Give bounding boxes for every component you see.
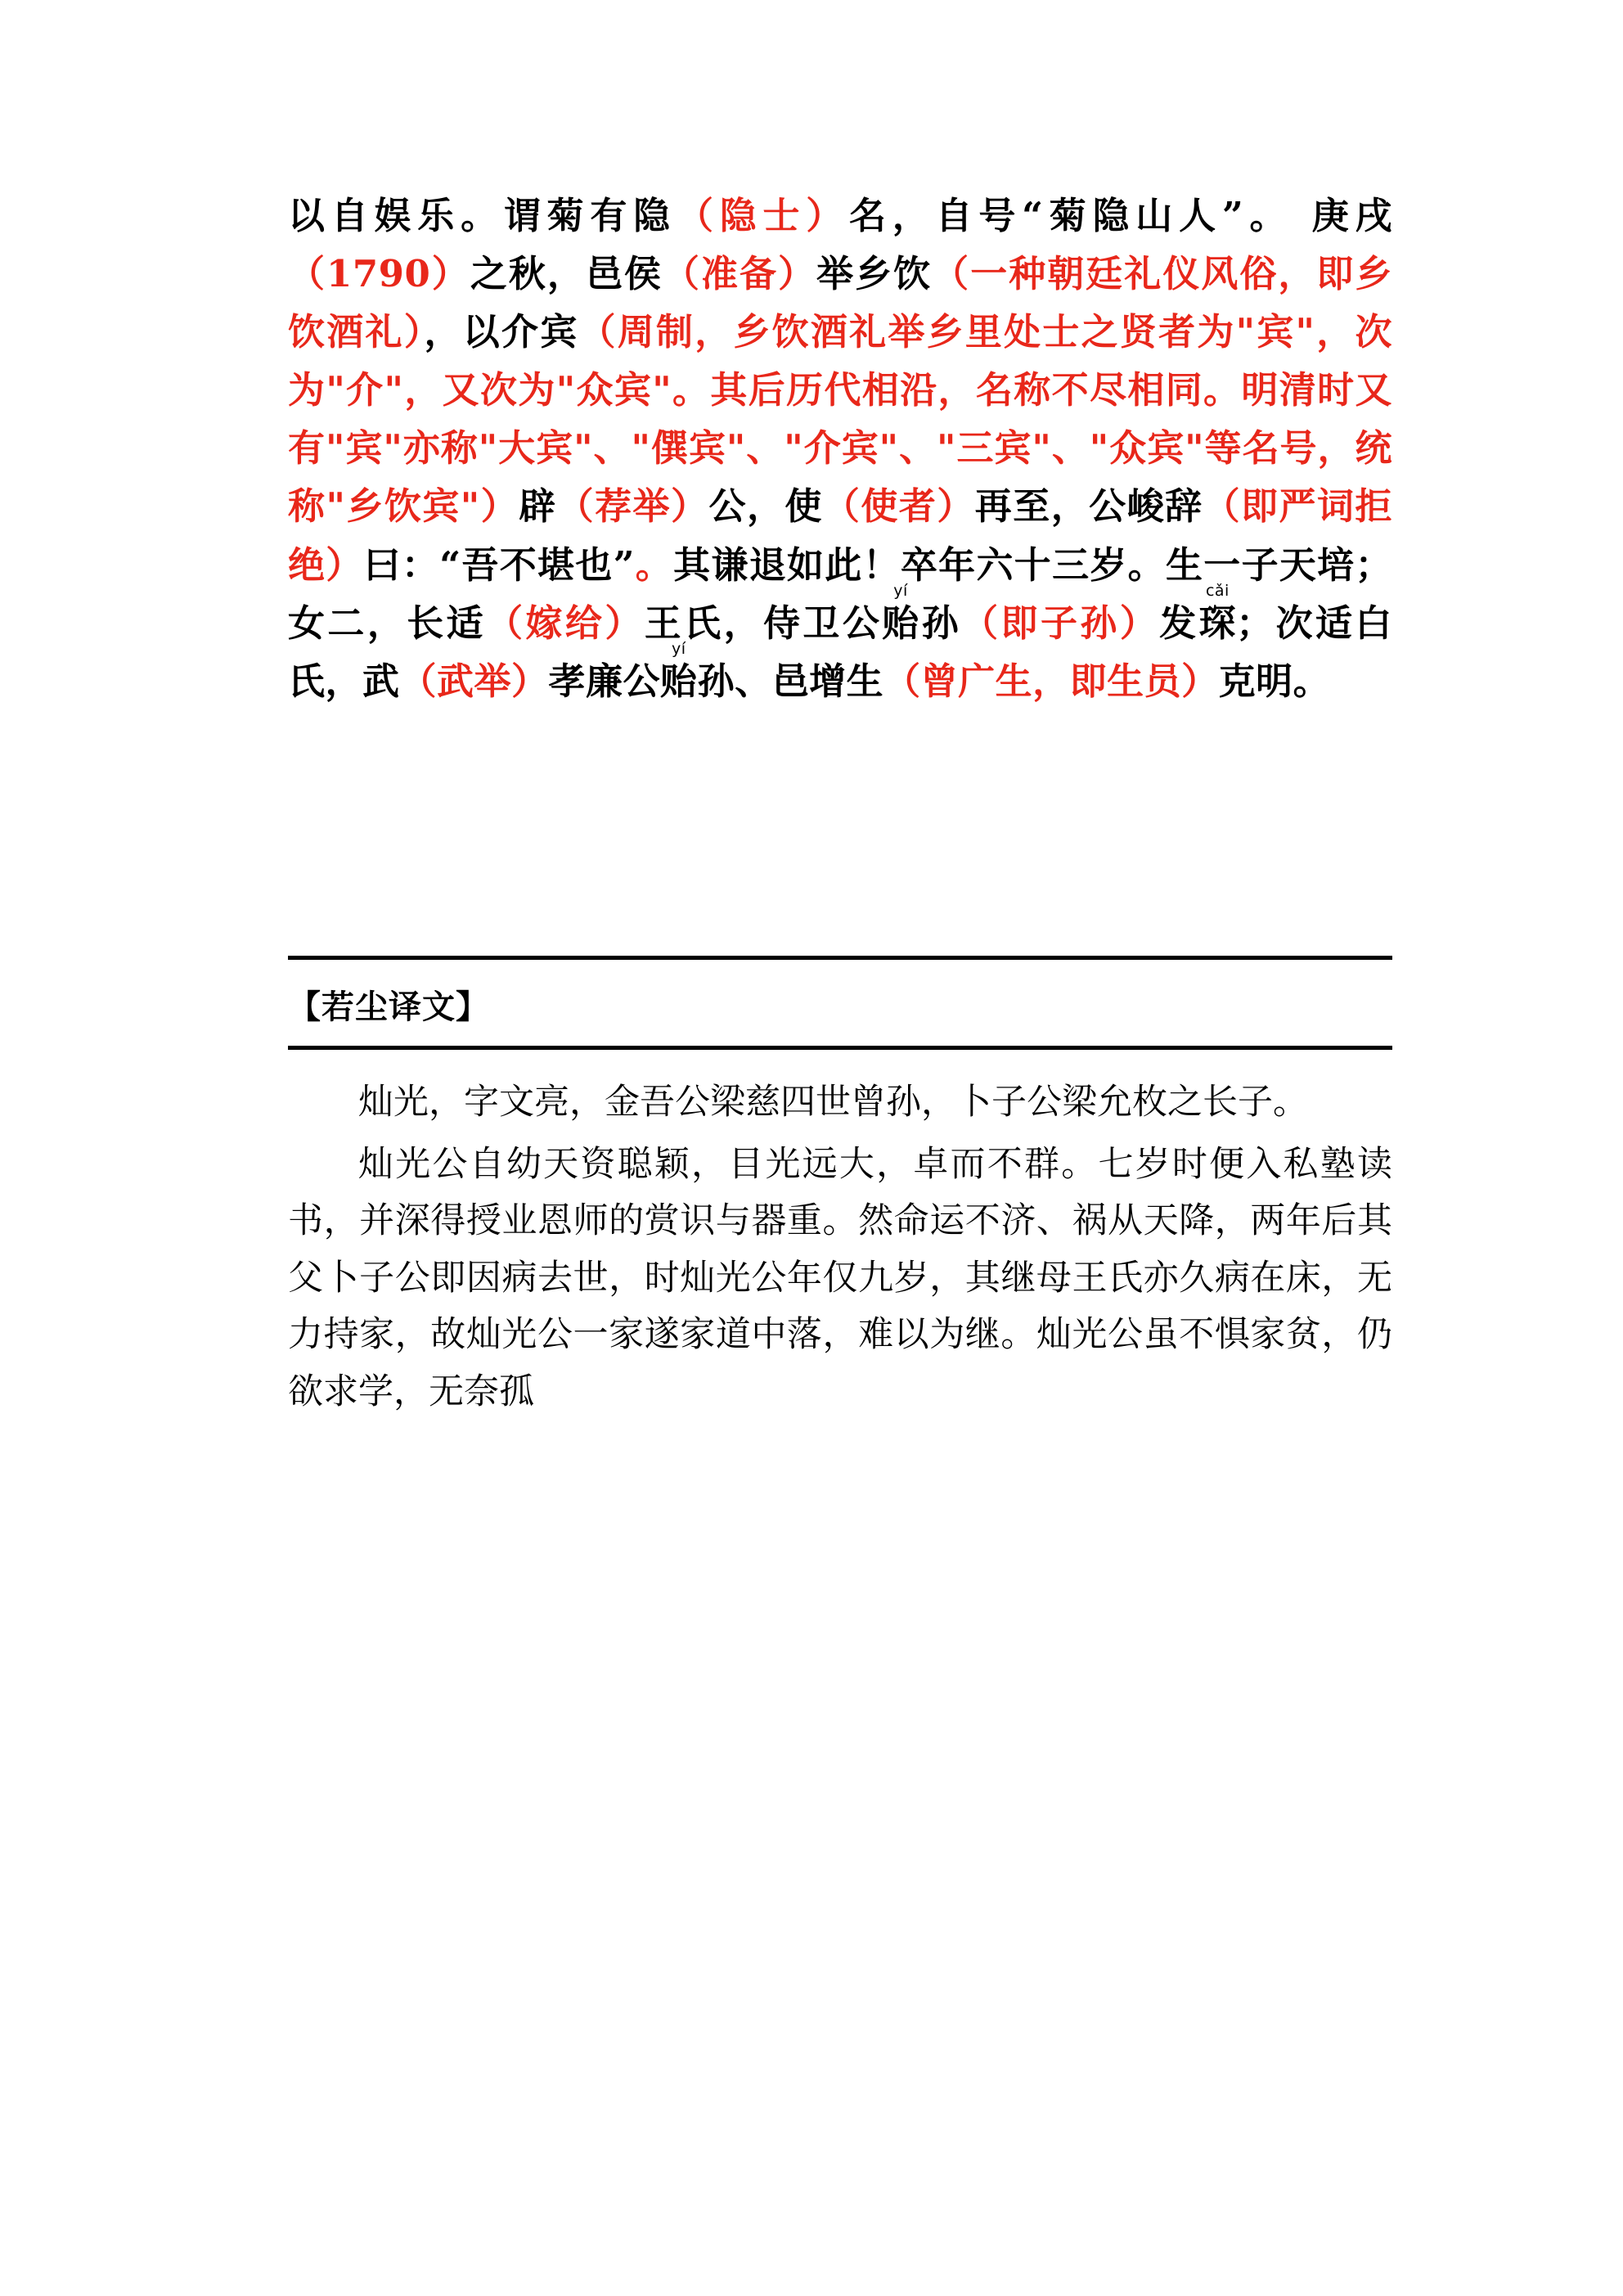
classical-annotation-jianju: （荐举）	[556, 484, 709, 529]
classical-segment-7: 公，使	[708, 484, 823, 529]
classical-annotation-1790: （1790）	[288, 252, 470, 296]
classical-annotation-shizhe: （使者）	[822, 484, 975, 529]
classical-annotation-xiangyin: （一种朝廷礼仪风俗，即乡饮酒礼）	[288, 252, 1392, 354]
classical-annotation-yinshi: （隐士）	[676, 194, 850, 237]
classical-segment-8: 再至，公峻辞	[974, 484, 1203, 529]
classical-segment-6: 辟	[519, 484, 557, 529]
classical-annotation-zhunbei: （准备）	[662, 252, 817, 296]
ruby-base-cai-1: 琛	[1198, 601, 1237, 645]
classical-segment-11a: 王氏，侍卫公	[644, 601, 883, 645]
classical-segment-12b: ；次适白氏，武	[288, 601, 1392, 703]
classical-annotation-zengguangsheng: （曾广生，即生员）	[883, 659, 1219, 703]
translation-block	[288, 1074, 1392, 1421]
section-rule-bottom	[288, 1046, 1392, 1050]
translation-paragraph-2: 灿光公自幼天资聪颖，目光远大，卓而不群。七岁时便入私塾读书，并深得授业恩师的赏识与器重。然命运不济、祸从天降，两年后其父卜子公即因病去世，时灿光公年仅九岁，其继母王氏亦久病在床，无力持家，故灿光公一家遂家道中落，难以为继。灿光公虽不惧家贫，仍欲求学，无奈孤	[288, 1143, 1392, 1413]
classical-segment-13a: 孝廉公	[548, 659, 661, 703]
ruby-base-yi-1: 贻	[882, 601, 919, 645]
classical-annotation-jizisun: （即子孙）	[961, 601, 1160, 645]
section-spacer	[288, 710, 1392, 956]
ruby-reading-cai-1: cǎi	[1205, 581, 1230, 600]
classical-segment-4: 举乡饮	[816, 252, 933, 296]
classical-segment-3: 之秋，邑侯	[470, 252, 663, 296]
classical-text-block	[288, 187, 1392, 710]
classical-segment-13b: 孙、邑增生	[697, 659, 884, 703]
ruby-cai-1	[1198, 581, 1237, 645]
classical-segment-10: 其谦退如此！卒年六十三岁。生一子天培；女二，长适	[288, 542, 1392, 645]
classical-segment-period: 。	[634, 542, 674, 587]
classical-segment-11b: 孙	[919, 601, 962, 645]
page-content	[288, 187, 1392, 1426]
classical-segment-1: 以自娱乐。谓菊有隐	[288, 194, 677, 237]
classical-segment-9: 曰：“吾不堪也”	[363, 542, 635, 587]
ruby-yi-2	[660, 639, 698, 703]
classical-segment-12a: 发	[1159, 601, 1199, 645]
classical-segment-5: ，以介宾	[424, 310, 579, 354]
ruby-reading-yi-1: yí	[893, 581, 908, 600]
classical-segment-14: 克明。	[1218, 659, 1331, 703]
classical-annotation-yancijujue: （即严词拒绝）	[288, 484, 1392, 587]
section-heading: 【若尘译文】	[288, 987, 489, 1026]
translation-paragraph-1: 灿光，字文亮，金吾公梁慈四世曾孙，卜子公梁允枚之长子。	[358, 1081, 1308, 1123]
classical-annotation-jiagei: （嫁给）	[486, 601, 645, 645]
classical-segment-2: 名，自号“菊隐山人”。 庚戌	[849, 194, 1392, 237]
ruby-yi-1	[882, 581, 919, 645]
ruby-base-yi-2: 贻	[660, 659, 698, 703]
classical-annotation-zhouzhi: （周制，乡饮酒礼举乡里处士之贤者为"宾"，次为"介"，又次为"众宾"。其后历代相沿，名称不尽相同。明清时又有"宾"亦称"大宾"、"僎宾"、"介宾"、"三宾"、"众宾"等名号，统称"乡饮宾"）	[288, 310, 1392, 529]
classical-annotation-wuju: （武举）	[399, 659, 549, 703]
ruby-reading-yi-2: yí	[672, 639, 686, 658]
